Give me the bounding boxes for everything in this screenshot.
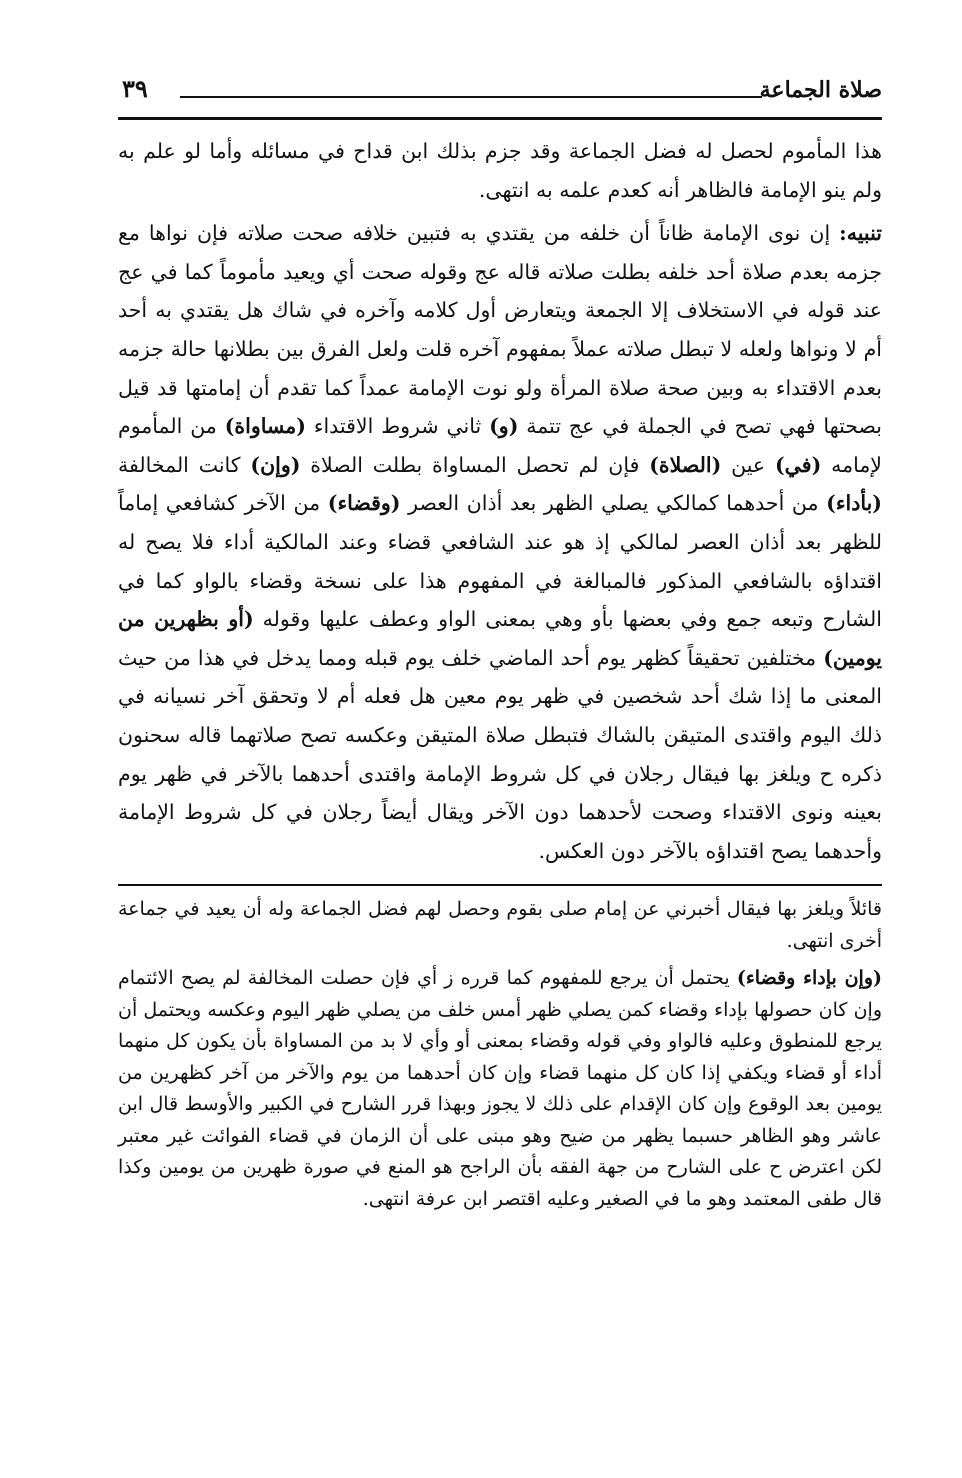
footnote-2 <box>118 963 882 1215</box>
text-segment: ثاني شروط الاقتداء <box>305 414 490 439</box>
paragraph-2 <box>118 214 882 870</box>
header-dash-line <box>180 96 762 98</box>
tanbih-label: تنبيه: <box>839 221 882 246</box>
text-segment: فإن لم تحصل المساواة بطلت الصلاة <box>300 452 650 477</box>
footnote-2-label: (وإن بإداء وقضاء) <box>736 967 883 990</box>
matn-wa: (و) <box>489 414 519 439</box>
footnotes <box>118 894 882 1215</box>
footnote-1: قائلاً ويلغز بها فيقال أخبرني عن إمام صلى بقوم وحصل لهم فضل الجماعة وله أن يعيد في جماعة أخرى انتهى. <box>118 898 882 952</box>
footnote-2-text: يحتمل أن يرجع للمفهوم كما قرره ز أي فإن حصلت المخالفة لم يصح الائتمام وإن كان حصولها بإداء وقضاء كمن يصلي ظهر أمس خلف من يصلي ظهر اليوم وعكسه ويحتمل أن يرجع للمنطوق وعليه فالواو وفي قوله وقضاء بمعنى أو وأي لا بد من المساواة بأن يكون كل منهما أداء أو قضاء ويكفي إذا كان كل منهما قضاء وإن كان أحدهما من يوم والآخر من آخر كظهرين من يومين بعد الوقوع وإن كان الإقدام على ذلك لا يجوز وبهذا قرر الشارح في الكبير والأوسط قال ابن عاشر وهو الظاهر حسبما يظهر من ضيح وهو مبنى على أن الزمان في قضاء الفوائت غير معتبر لكن اعترض ح على الشارح من جهة الفقه بأن الراجح هو المنع في صورة ظهرين من يومين وكذا قال طفى المعتمد وهو ما في الصغير وعليه اقتصر ابن عرفة انتهى. <box>118 967 882 1210</box>
matn-fi: (في) <box>774 452 822 477</box>
main-text <box>118 132 882 870</box>
matn-wain: (وإن) <box>250 452 301 477</box>
text-segment: من أحدهما كمالكي يصلي الظهر بعد أذان العصر <box>400 491 827 516</box>
footnote-rule <box>118 884 882 886</box>
matn-biada: (بأداء) <box>826 491 882 516</box>
page-number: ٣٩ <box>122 74 148 103</box>
text-segment: مختلفين تحقيقاً كظهر يوم أحد الماضي خلف يوم قبله ومما يدخل في هذا من حيث المعنى ما إذا شك أحد شخصين في ظهر يوم معين هل فعله أم لا وتحقق آخر نسيانه في ذلك اليوم واقتدى المتيقن بالشاك فتبطل صلاة المتيقن وعكسه تصح صلاتهما قاله سحنون ذكره ح ويلغز بها فيقال رجلان في كل شروط الإمامة واقتدى أحدهما بالآخر في ظهر يوم بعينه ونوى الاقتداء وصحت لأحدهما دون الآخر ويقال أيضاً رجلان في كل شروط الإمامة وأحدهما يصح اقتداؤه بالآخر دون العكس. <box>118 645 882 863</box>
matn-musawat: (مساواة) <box>224 414 306 439</box>
running-head <box>118 74 882 116</box>
header-rule <box>118 117 882 120</box>
text-segment: من الآخر كشافعي إماماً للظهر بعد أذان العصر لمالكي إذ هو عند الشافعي قضاء وعند المالكية أداء فلا يصح له اقتداؤه بالشافعي المذكور فالمبالغة في المفهوم هذا على نسخة وقضاء بالواو كما في الشارح وتبعه جمع وفي بعضها بأو وهي بمعنى الواو وعطف عليها وقوله <box>118 491 883 632</box>
chapter-title: صلاة الجماعة <box>759 77 882 103</box>
paragraph-2-text: إن نوى الإمامة ظاناً أن خلفه من يقتدي به فتبين خلافه صحت صلاته فإن نواها مع جزمه بعدم صلاة أحد خلفه بطلت صلاته قاله عج وقوله صحت أي ويعيد مأموماً كما في عج عند قوله في الاستخلاف إلا الجمعة ويتعارض أول كلامه وآخره في شاك هل يقتدي به أحد أم لا ونواها ولعله لا تبطل صلاته عملاً بمفهوم آخره قلت ولعل الفرق بين بطلانها حالة جزمه بعدم الاقتداء به وبين صحة صلاة المرأة ولو نوت الإمامة عمداً كما تقدم أن إمامتها قد قيل بصحتها فهي تصح في الجملة في عج تتمة <box>118 221 883 439</box>
text-segment: عين <box>721 452 775 477</box>
text-segment: من المأموم لإمامه <box>118 414 882 477</box>
text-segment: كانت المخالفة <box>118 452 251 477</box>
paragraph-1: هذا المأموم لحصل له فضل الجماعة وقد جزم بذلك ابن قداح في مسائله وأما لو علم به ولم ينو الإمامة فالظاهر أنه كعدم علمه به انتهى. <box>118 139 882 202</box>
matn-qada: (وقضاء) <box>327 491 401 516</box>
matn-aw-bizuhrayn: (أو بظهرين من يومين) <box>118 607 882 670</box>
book-page <box>118 74 882 1464</box>
matn-salat: (الصلاة) <box>649 452 722 477</box>
